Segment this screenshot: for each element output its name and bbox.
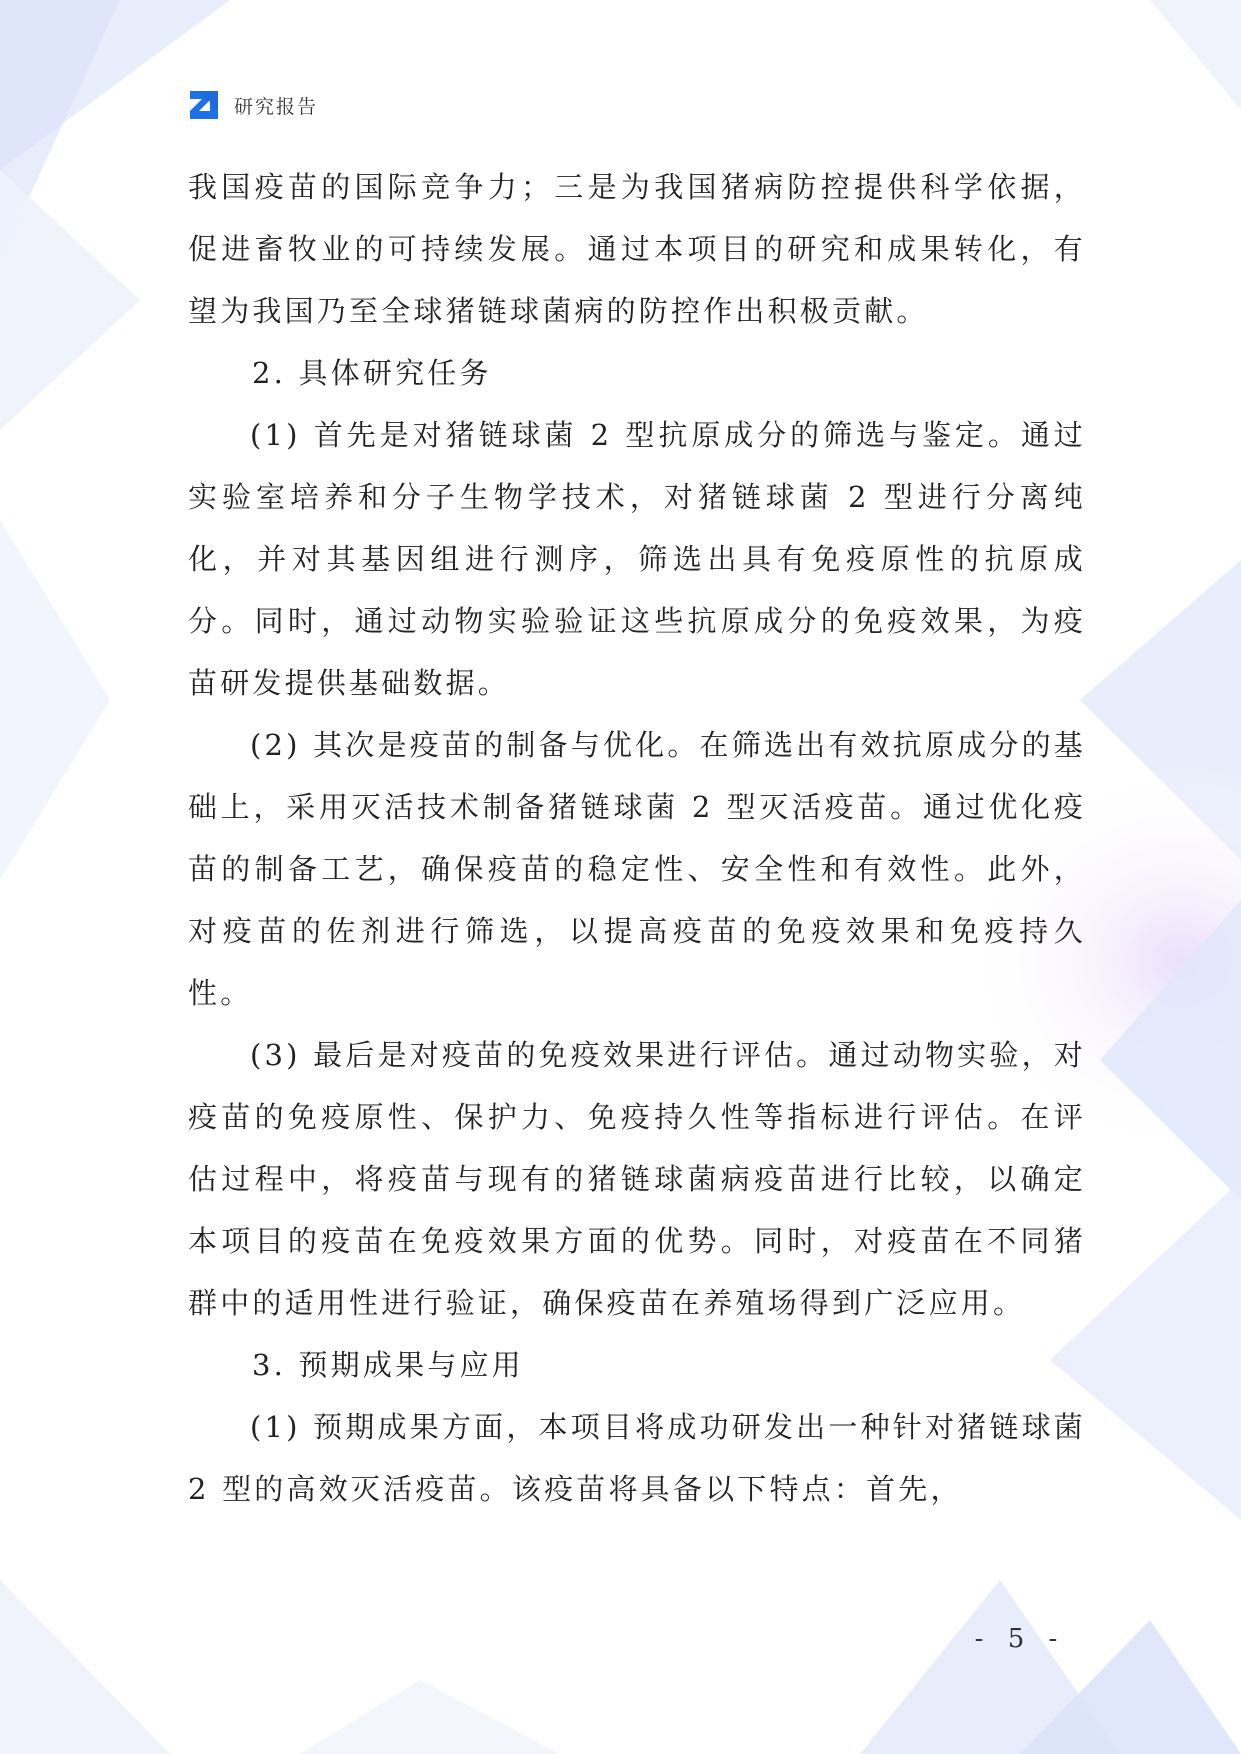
document-header [188, 88, 318, 122]
paragraph-task-3: (3) 最后是对疫苗的免疫效果进行评估。通过动物实验，对疫苗的免疫原性、保护力、免疫持久性等指标进行评估。在评估过程中，将疫苗与现有的猪链球菌病疫苗进行比较，以确定本项目的疫苗在免疫效果方面的优势。同时，对疫苗在不同猪群中的适用性进行验证，确保疫苗在养殖场得到广泛应用。 [188, 1038, 1086, 1320]
paragraph-result-1: (1) 预期成果方面，本项目将成功研发出一种针对猪链球菌 2 型的高效灭活疫苗。该疫苗将具备以下特点：首先， [188, 1410, 1086, 1506]
header-label: 研究报告 [234, 95, 319, 118]
section-heading-expected-results: 3. 预期成果与应用 [252, 1348, 524, 1382]
arrow-up-right-logo-icon [188, 89, 220, 121]
document-body [188, 156, 1086, 1520]
paragraph-task-1: (1) 首先是对猪链球菌 2 型抗原成分的筛选与鉴定。通过实验室培养和分子生物学技术，对猪链球菌 2 型进行分离纯化，并对其基因组进行测序，筛选出具有免疫原性的抗原成分。同时，通过动物实验验证这些抗原成分的免疫效果，为疫苗研发提供基础数据。 [188, 418, 1086, 700]
paragraph-task-2: (2) 其次是疫苗的制备与优化。在筛选出有效抗原成分的基础上，采用灭活技术制备猪链球菌 2 型灭活疫苗。通过优化疫苗的制备工艺，确保疫苗的稳定性、安全性和有效性。此外，对疫苗的佐剂进行筛选，以提高疫苗的免疫效果和免疫持久性。 [188, 728, 1086, 1010]
page-number: - 5 - [974, 1624, 1066, 1654]
section-heading-research-tasks: 2. 具体研究任务 [252, 356, 492, 390]
paragraph-continuation: 我国疫苗的国际竞争力；三是为我国猪病防控提供科学依据，促进畜牧业的可持续发展。通过本项目的研究和成果转化，有望为我国乃至全球猪链球菌病的防控作出积极贡献。 [188, 170, 1086, 328]
